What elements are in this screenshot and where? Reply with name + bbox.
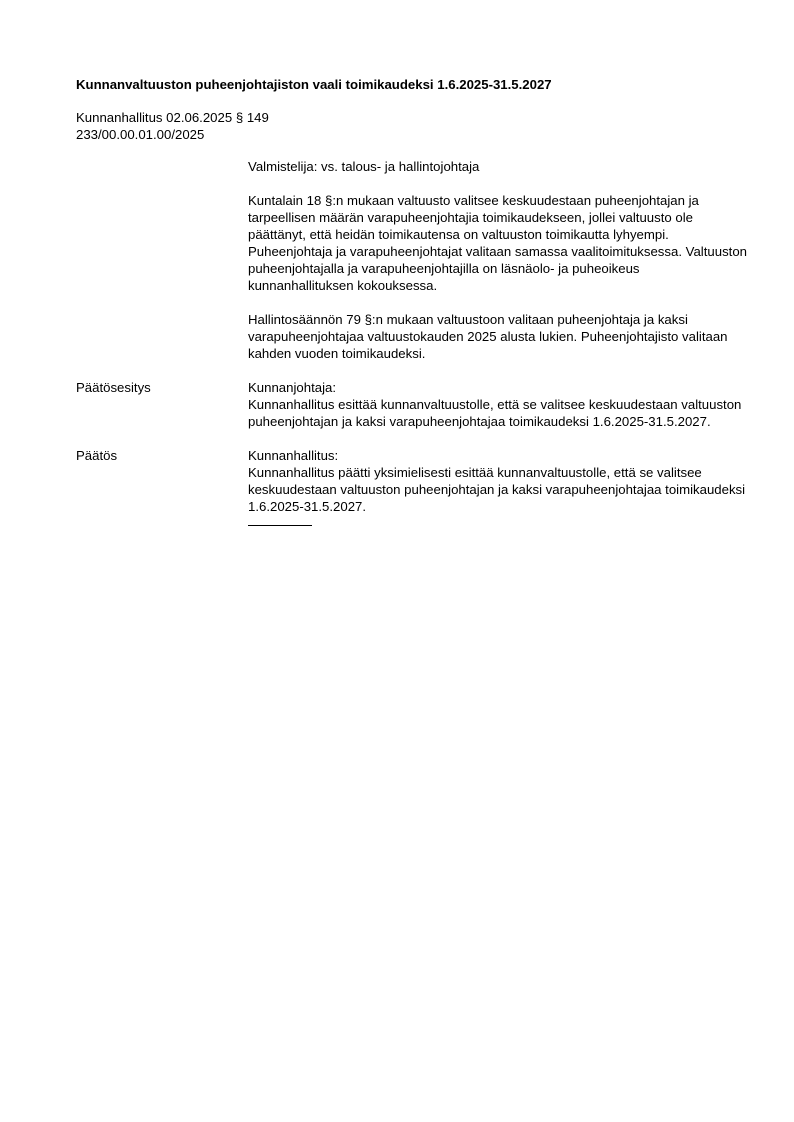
proposal-heading: Kunnanjohtaja: [248,380,336,395]
proposal-text: Kunnanhallitus esittää kunnanvaltuustolle, että se valitsee keskuudestaan valtuuston puheenjohtajan ja kaksi varapuheenjohtajaa toimikaudeksi 1.6.2025-31.5.2027. [248,397,742,429]
decision-label: Päätös [76,448,118,463]
decision-content [248,447,748,526]
case-number: 233/00.00.01.00/2025 [76,127,205,142]
proposal-label: Päätösesitys [76,380,151,395]
proposal-row [76,379,756,430]
preparer-line: Valmistelija: vs. talous- ja hallintojohtaja [248,159,480,174]
meeting-reference: Kunnanhallitus 02.06.2025 § 149 [76,110,269,125]
preparer-row [76,158,756,362]
document-body [76,158,756,526]
proposal-content [248,379,748,430]
paragraph-legal-basis: Kuntalain 18 §:n mukaan valtuusto valitsee keskuudestaan puheenjohtajan ja tarpeellisen määrän varapuheenjohtajia toimikaudekseen, jollei valtuusto ole päättänyt, että heidän toimikautensa on valtuuston toimikautta lyhyempi. Puheenjohtaja ja varapuheenjohtajat valitaan samassa vaalitoimituksessa. Valtuuston puheenjohtajalla ja varapuheenjohtajilla on läsnäolo- ja puheoikeus kunnanhallituksen kokouksessa. [248,193,747,293]
document-meta [76,109,269,143]
paragraph-administrative-rule: Hallintosäännön 79 §:n mukaan valtuustoon valitaan puheenjohtaja ja kaksi varapuheenjohtajaa valtuustokauden 2025 alusta lukien. Puheenjohtajisto valitaan kahden vuoden toimikaudeksi. [248,312,728,361]
closing-rule [248,525,312,526]
preparer-content [248,158,748,362]
decision-heading: Kunnanhallitus: [248,448,339,463]
decision-text: Kunnanhallitus päätti yksimielisesti esittää kunnanvaltuustolle, että se valitsee keskuudestaan valtuuston puheenjohtajan ja kaksi varapuheenjohtajaa toimikaudeksi 1.6.2025-31.5.2027. [248,465,746,514]
document-title: Kunnanvaltuuston puheenjohtajiston vaali toimikaudeksi 1.6.2025-31.5.2027 [76,77,552,92]
decision-row [76,447,756,526]
